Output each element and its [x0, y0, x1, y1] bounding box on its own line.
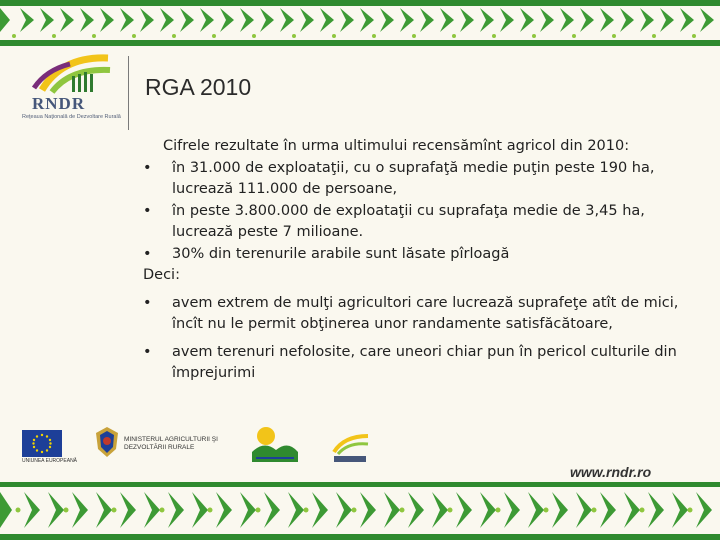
eu-caption: UNIUNEA EUROPEANĂ	[22, 458, 78, 464]
list-item	[145, 201, 685, 244]
list-item	[145, 293, 685, 336]
leader-logo-icon	[250, 422, 300, 464]
ministry-label: MINISTERUL AGRICULTURII ŞI DEZVOLTĂRII RURALE	[124, 436, 218, 451]
bullet-marker: •	[143, 159, 152, 176]
top-decorative-band	[0, 0, 720, 46]
logo-acronym: RNDR	[32, 94, 86, 113]
bullet-text: avem extrem de mulţi agricultori care lucrează suprafeţe atît de mici, încît nu le permit obţinerea unor randamente satisfăcătoare,	[172, 294, 679, 332]
bottom-decorative-band	[0, 482, 720, 540]
bullet-text: 30% din terenurile arabile sunt lăsate pîrloagă	[172, 245, 510, 262]
eu-flag-icon	[22, 430, 62, 457]
bullet-marker: •	[143, 343, 152, 360]
slide-title: RGA 2010	[145, 74, 252, 100]
header-divider	[128, 56, 129, 130]
bullet-text: în 31.000 de exploataţii, cu o suprafaţă medie puţin peste 190 ha, lucrează 111.000 de persoane,	[172, 159, 655, 197]
bullet-text: în peste 3.800.000 de exploataţii cu suprafaţa medie de 3,45 ha, lucrează peste 7 milioane.	[172, 202, 645, 240]
bullet-text: avem terenuri nefolosite, care uneori chiar pun în pericol culturile din împrejurimi	[172, 343, 677, 381]
intro-text: Cifrele rezultate în urma ultimului recensămînt agricol din 2010:	[163, 138, 630, 154]
website-link[interactable]: www.rndr.ro	[570, 464, 652, 480]
bullet-marker: •	[143, 294, 152, 311]
list-item	[145, 158, 685, 201]
bullet-marker: •	[143, 202, 152, 219]
logo-subtitle: Reţeaua Naţională de Dezvoltare Rurală	[22, 114, 121, 120]
slide-content	[145, 136, 685, 385]
rndr-small-logo-icon	[328, 432, 372, 464]
bullet-marker: •	[143, 245, 152, 262]
conclusion-label: Deci:	[143, 267, 180, 283]
list-item	[145, 342, 685, 385]
coat-of-arms-icon	[92, 425, 122, 459]
list-item	[145, 244, 685, 266]
